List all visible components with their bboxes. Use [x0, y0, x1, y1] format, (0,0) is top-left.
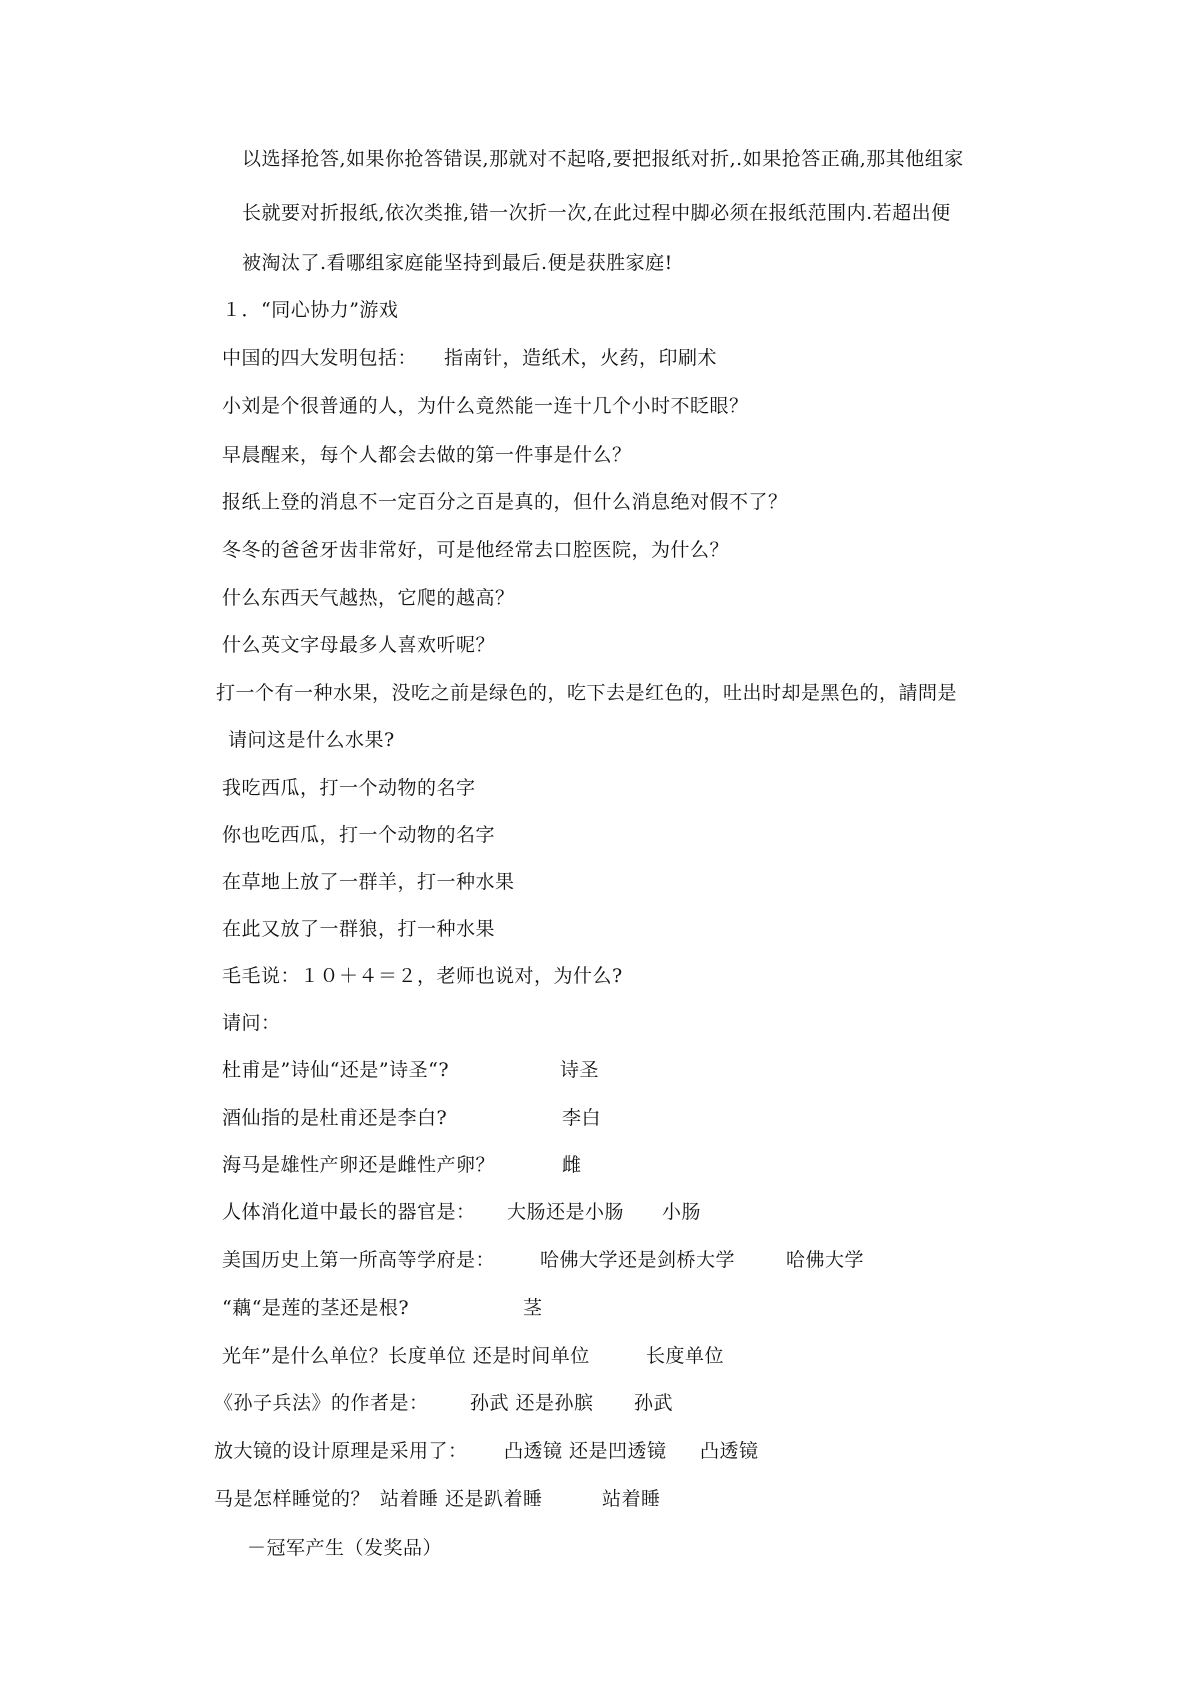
question-morning: 早晨醒来，每个人都会去做的第一件事是什么？ — [222, 444, 632, 466]
quiz-answer: 茎 — [523, 1297, 543, 1319]
quiz-answer: 李白 — [562, 1107, 602, 1129]
quiz-question: 人体消化道中最长的器官是： — [222, 1201, 476, 1223]
quiz-answer: 凸透镜 — [700, 1440, 759, 1462]
quiz-question: 杜甫是”诗仙“还是”诗圣“? — [222, 1059, 450, 1081]
question-fruit-line-2: 请问这是什么水果? — [228, 729, 395, 751]
question-letter: 什么英文字母最多人喜欢听呢？ — [222, 634, 496, 656]
ending-line: －冠军产生（发奖品） — [247, 1537, 443, 1559]
quiz-answer: 诗圣 — [560, 1059, 600, 1081]
quiz-question: 放大镜的设计原理是采用了： — [214, 1440, 468, 1462]
question-wolf: 在此又放了一群狼，打一种水果 — [222, 918, 496, 940]
quiz-options: 孙武 还是孙膑 — [470, 1392, 594, 1414]
question-fruit-line-1: 打一个有一种水果，没吃之前是绿色的，吃下去是红色的，吐出时却是黑色的，請問是 — [216, 682, 958, 704]
quiz-item — [222, 1152, 582, 1178]
quiz-answer: 雌 — [562, 1154, 582, 1176]
quiz-question: 酒仙指的是杜甫还是李白? — [222, 1107, 448, 1129]
quiz-item — [222, 1295, 543, 1321]
paragraph-line-2: 长就要对折报纸,依次类推,错一次折一次,在此过程中脚必须在报纸范围内.若超出便 — [242, 202, 951, 224]
paragraph-line-3: 被淘汰了.看哪组家庭能坚持到最后.便是获胜家庭! — [242, 252, 673, 274]
quiz-options: 凸透镜 还是凹透镜 — [504, 1440, 667, 1462]
quiz-item — [222, 1105, 602, 1131]
answer-text: 指南针，造纸术，火药，印刷术 — [444, 347, 718, 369]
question-dentist: 冬冬的爸爸牙齿非常好，可是他经常去口腔医院，为什么？ — [222, 539, 730, 561]
question-text: 中国的四大发明包括： — [222, 347, 418, 369]
quiz-question: 马是怎样睡觉的？ — [214, 1488, 371, 1510]
quiz-question: “藕“是莲的茎还是根? — [222, 1297, 410, 1319]
quiz-item — [222, 1057, 600, 1083]
quiz-question: 海马是雄性产卵还是雌性产卵？ — [222, 1154, 496, 1176]
quiz-answer: 孙武 — [634, 1392, 674, 1414]
quiz-options: 大肠还是小肠 — [507, 1201, 625, 1223]
question-animal-1: 我吃西瓜，打一个动物的名字 — [222, 777, 476, 799]
game-heading: １．“同心协力”游戏 — [222, 299, 399, 321]
quiz-answer: 哈佛大学 — [786, 1249, 865, 1271]
quiz-item — [214, 1390, 674, 1416]
question-math: 毛毛说：１０＋４＝２，老师也说对，为什么? — [222, 965, 623, 987]
question-sheep: 在草地上放了一群羊，打一种水果 — [222, 871, 515, 893]
quiz-answer: 小肠 — [662, 1201, 702, 1223]
quiz-item — [214, 1486, 661, 1512]
paragraph-line-1: 以选择抢答,如果你抢答错误,那就对不起咯,要把报纸对折,.如果抢答正确,那其他组家 — [242, 148, 964, 170]
ask-label: 请问： — [222, 1012, 281, 1034]
quiz-item — [214, 1438, 759, 1464]
quiz-item — [222, 1343, 725, 1369]
quiz-answer: 长度单位 — [646, 1345, 725, 1367]
quiz-question: 美国历史上第一所高等学府是： — [222, 1249, 496, 1271]
quiz-options: 哈佛大学还是剑桥大学 — [540, 1249, 736, 1271]
quiz-options: 站着睡 还是趴着睡 — [380, 1488, 543, 1510]
question-animal-2: 你也吃西瓜，打一个动物的名字 — [222, 824, 496, 846]
question-inventions — [222, 345, 718, 371]
quiz-item — [222, 1199, 702, 1225]
quiz-question: 光年”是什么单位？长度单位 还是时间单位 — [222, 1345, 590, 1367]
question-climb: 什么东西天气越热，它爬的越高？ — [222, 587, 515, 609]
quiz-question: 《孙子兵法》的作者是： — [214, 1392, 429, 1414]
quiz-item — [222, 1247, 865, 1273]
quiz-answer: 站着睡 — [602, 1488, 661, 1510]
question-news: 报纸上登的消息不一定百分之百是真的，但什么消息绝对假不了？ — [222, 491, 788, 513]
question-sleep: 小刘是个很普通的人，为什么竟然能一连十几个小时不眨眼？ — [222, 395, 749, 417]
